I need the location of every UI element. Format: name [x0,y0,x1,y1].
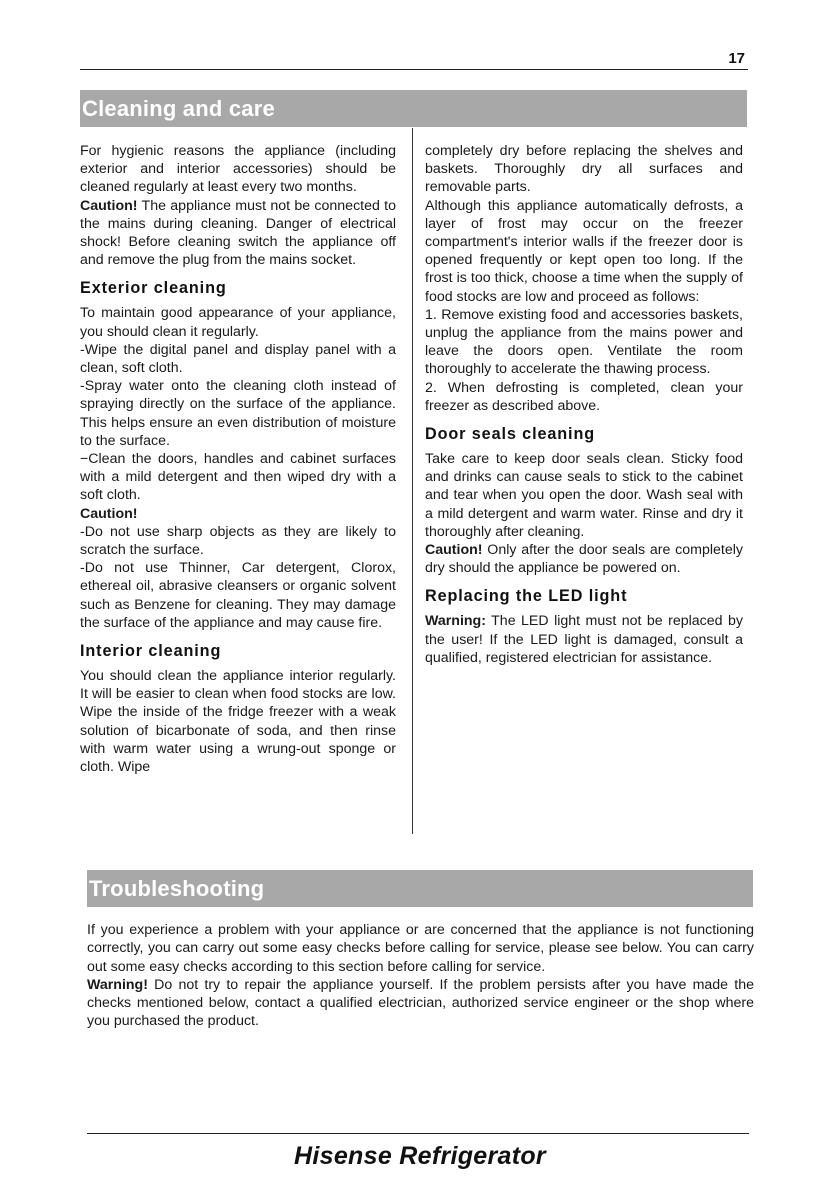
right-column [425,142,743,667]
interior-cleaning-heading: Interior cleaning [80,642,222,661]
defrost-step-2: 2. When defrosting is completed, clean your freezer as described above. [425,379,743,414]
caution-paragraph [80,197,396,270]
caution-text: Only after the door seals are completely dry should the appliance be powered on. [425,542,743,577]
warning-text: Do not try to repair the appliance yourself. If the problem persists after you have made the checks mentioned below, contact a qualified electrician, authorized service engineer or the shop where you purchased the product. [87,976,754,1030]
exterior-paragraph: −Clean the doors, handles and cabinet surfaces with a mild detergent and then wiped dry with a soft cloth. [80,451,396,504]
page-number: 17 [728,50,745,67]
exterior-paragraph: -Spray water onto the cleaning cloth instead of spraying directly on the surface of the appliance. This helps ensure an even distribution of moisture to the surface. [80,378,396,449]
warning-label: Warning! [87,976,148,993]
warning-text: The LED light must not be replaced by the user! If the LED light is damaged, consult a qualified, registered electrician for assistance. [425,613,743,666]
footer-rule [87,1133,749,1134]
exterior-paragraph: -Do not use sharp objects as they are likely to scratch the surface. [80,523,396,559]
interior-continued-paragraph: completely dry before replacing the shelves and baskets. Thoroughly dry all surfaces and removable parts. [425,143,743,196]
defrost-paragraph: Although this appliance automatically defrosts, a layer of frost may occur on the freezer compartment's interior walls if the freezer door is opened frequently or kept open too long. If the frost is too thick, choose a time when the supply of food stocks are low and proceed as follows: [425,197,743,305]
door-seals-heading: Door seals cleaning [425,425,596,444]
left-column [80,142,396,776]
caution-label: Caution! [80,505,138,522]
caution-label: Caution! [425,542,483,559]
troubleshooting-warning [87,976,754,1031]
exterior-cleaning-heading: Exterior cleaning [80,279,227,298]
caution-label: Caution! [80,197,138,214]
exterior-paragraph: To maintain good appearance of your appliance, you should clean it regularly. [80,305,396,340]
door-caution-paragraph [425,541,743,577]
warning-label: Warning: [425,613,486,630]
section-title-troubleshooting: Troubleshooting [87,870,753,907]
exterior-paragraph: -Wipe the digital panel and display panel with a clean, soft cloth. [80,341,396,377]
intro-paragraph: For hygienic reasons the appliance (including exterior and interior accessories) should be cleaned regularly at least every two months. [80,143,396,196]
brand-footer: Hisense Refrigerator [294,1142,546,1170]
defrost-step-1: 1. Remove existing food and accessories baskets, unplug the appliance from the mains power and leave the doors open. Ventilate the room thoroughly to accelerate the thawing process. [425,306,743,378]
troubleshooting-paragraph: If you experience a problem with your appliance or are concerned that the appliance is not functioning correctly, you can carry out some easy checks before calling for service, please see below. You can carry out some easy checks according to this section before calling for service. [87,922,754,975]
exterior-paragraph: -Do not use Thinner, Car detergent, Clorox, ethereal oil, abrasive cleansers or organic solvent such as Benzene for cleaning. They may damage the surface of the appliance and may cause fire. [80,560,396,631]
led-warning-paragraph [425,612,743,667]
caution-text: The appliance must not be connected to the mains during cleaning. Danger of electrical shock! Before cleaning switch the appliance off and remove the plug from the mains socket. [80,197,396,269]
column-divider [412,128,413,834]
section-title-cleaning-and-care: Cleaning and care [80,90,747,127]
door-seals-paragraph: Take care to keep door seals clean. Sticky food and drinks can cause seals to stick to the cabinet and tear when you open the door. Wash seal with a mild detergent and warm water. Rinse and dry it thoroughly after cleaning. [425,451,743,540]
troubleshooting-body [87,921,754,1031]
led-light-heading: Replacing the LED light [425,587,628,606]
header-rule [80,69,748,70]
interior-paragraph: You should clean the appliance interior regularly. It will be easier to clean when food stocks are low. Wipe the inside of the fridge freezer with a weak solution of bicarbonate of soda, and then rinse with warm water using a wrung-out sponge or cloth. Wipe [80,668,396,776]
